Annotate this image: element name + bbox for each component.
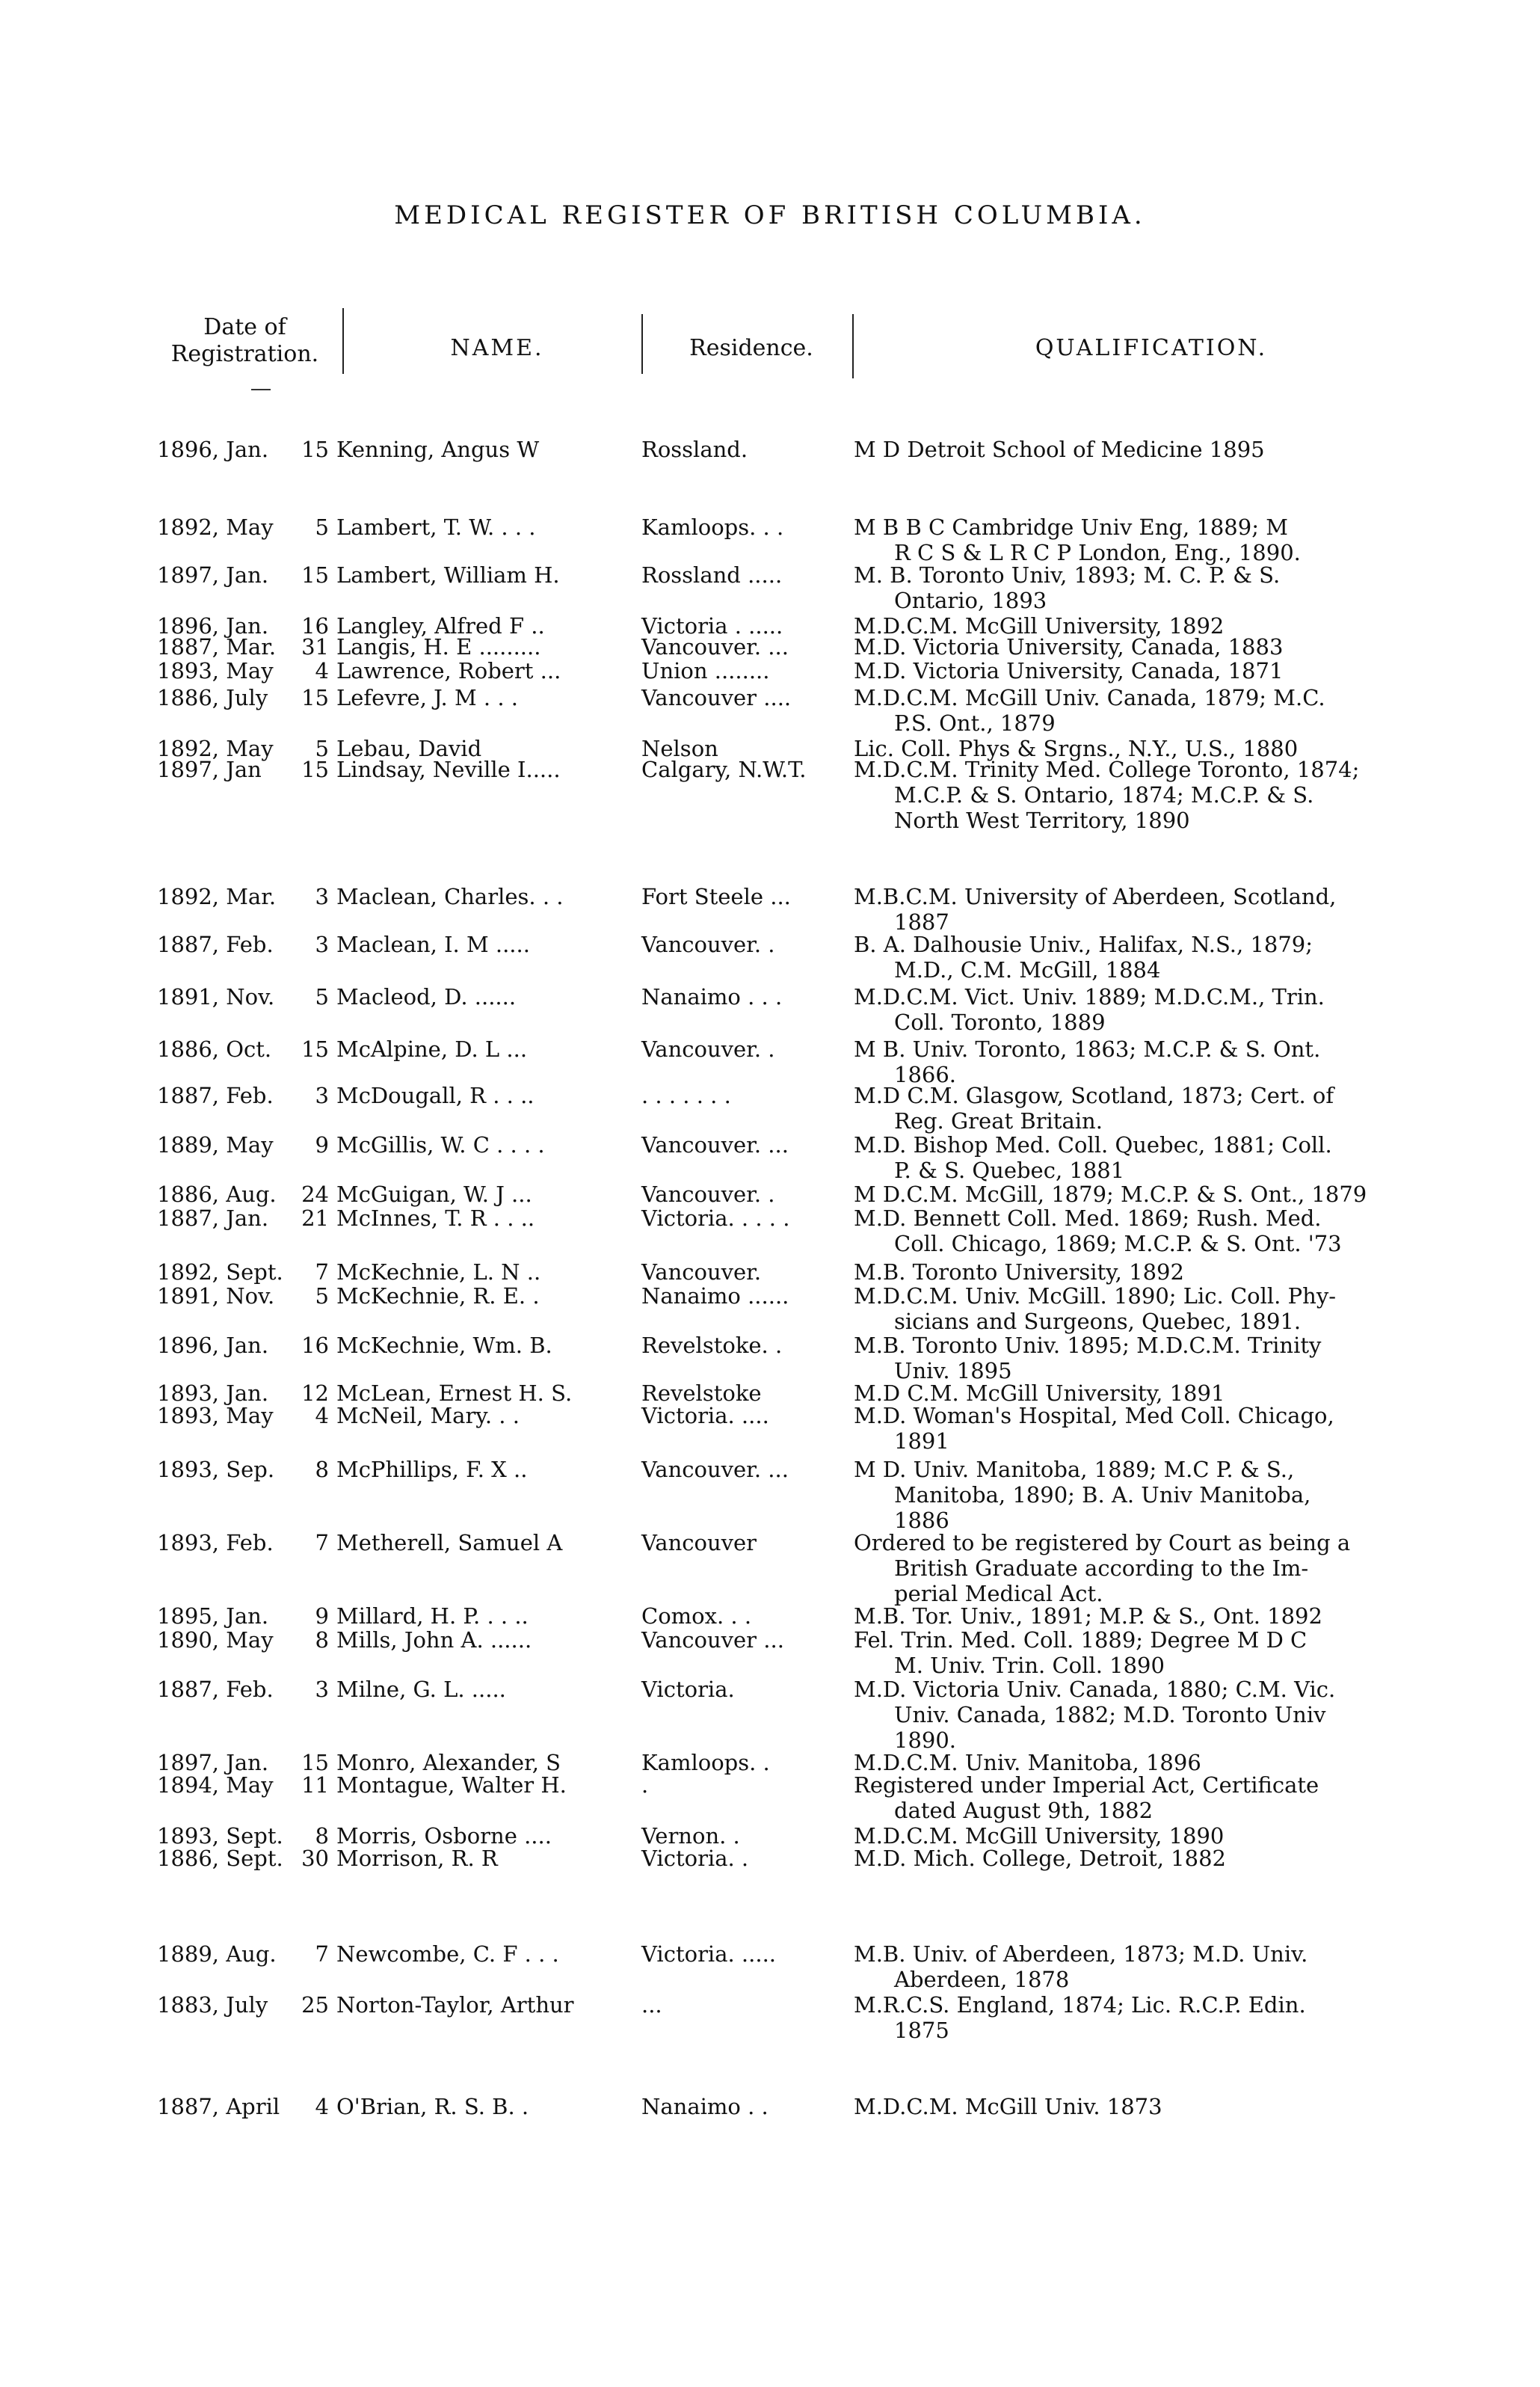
qualification-line: M.D. Victoria University, Canada, 1883: [854, 634, 1284, 660]
qualification-line: 1875: [894, 2018, 949, 2043]
entry-residence: Victoria. . . . .: [641, 1205, 790, 1231]
qualification-line: Lic. Coll. Phys & Srgns., N.Y., U.S., 1880: [854, 736, 1299, 761]
qualification-line: 1891: [894, 1428, 949, 1454]
qualification-line: M.D C.M. McGill University, 1891: [854, 1380, 1225, 1406]
entry-name: Newcombe, C. F . . .: [336, 1941, 559, 1967]
qualification-line: P.S. Ont., 1879: [894, 710, 1056, 736]
entry-residence: Calgary, N.W.T.: [641, 757, 807, 782]
qualification-line: M B B C Cambridge Univ Eng, 1889; M: [854, 514, 1288, 540]
entry-day: 15: [301, 562, 329, 588]
header-date-line1: Date of: [203, 314, 286, 340]
entry-residence: Vancouver ....: [641, 685, 792, 710]
entry-residence: Vancouver.: [641, 1259, 762, 1285]
entry-residence: Comox. . .: [641, 1603, 752, 1629]
entry-day: 25: [301, 1992, 329, 2018]
entry-qualification: [854, 437, 1452, 462]
entry-day: 15: [301, 1036, 329, 1062]
entry-qualification: [854, 1036, 1452, 1087]
entry-residence: Victoria . .....: [641, 613, 783, 639]
entry-name: McDougall, R . . ..: [336, 1083, 535, 1108]
entry-day: 15: [301, 1750, 329, 1775]
entry-residence: Vancouver. ...: [641, 1132, 789, 1158]
qualification-line: P. & S. Quebec, 1881: [894, 1158, 1125, 1183]
entry-name: Lambert, William H.: [336, 562, 560, 588]
entry-name: McKechnie, L. N ..: [336, 1259, 541, 1285]
entry-date: 1893, May: [157, 1403, 274, 1428]
entry-residence: Vancouver. .: [641, 932, 775, 957]
entry-day: 16: [301, 613, 329, 639]
qualification-line: M.B. Toronto University, 1892: [854, 1259, 1184, 1285]
entry-name: Milne, G. L. .....: [336, 1677, 506, 1702]
entry-day: 8: [315, 1457, 329, 1482]
entry-date: 1892, Sept.: [157, 1259, 283, 1285]
entry-date: 1886, Sept.: [157, 1846, 283, 1871]
qualification-line: sicians and Surgeons, Quebec, 1891.: [894, 1309, 1302, 1334]
qualification-line: M.D. Bennett Coll. Med. 1869; Rush. Med.: [854, 1205, 1322, 1231]
entry-name: Langis, H. E .........: [336, 634, 541, 660]
entry-day: 11: [301, 1772, 329, 1798]
qualification-line: M D Detroit School of Medicine 1895: [854, 437, 1265, 462]
entry-name: McAlpine, D. L ...: [336, 1036, 528, 1062]
entry-qualification: [854, 1182, 1452, 1207]
entry-day: 12: [301, 1380, 329, 1406]
qualification-line: M.B. Tor. Univ., 1891; M.P. & S., Ont. 1892: [854, 1603, 1322, 1629]
entry-residence: Kamloops. . .: [641, 514, 784, 540]
entry-date: 1889, May: [157, 1132, 274, 1158]
entry-qualification: [854, 1750, 1452, 1775]
entry-day: 15: [301, 685, 329, 710]
entry-qualification: [854, 757, 1452, 833]
entry-day: 30: [301, 1846, 329, 1871]
entry-day: 7: [315, 1259, 329, 1285]
entry-name: O'Brian, R. S. B. .: [336, 2094, 529, 2119]
entry-date: 1887, Jan.: [157, 1205, 269, 1231]
qualification-line: Ordered to be registered by Court as being a: [854, 1530, 1351, 1555]
entry-name: McPhillips, F. X ..: [336, 1457, 528, 1482]
entry-day: 4: [315, 2094, 329, 2119]
entry-day: 4: [315, 1403, 329, 1428]
entry-name: Metherell, Samuel A: [336, 1530, 563, 1555]
entry-date: 1893, Sept.: [157, 1823, 283, 1849]
entry-qualification: [854, 634, 1452, 660]
entry-day: 24: [301, 1182, 329, 1207]
entry-qualification: [854, 1823, 1452, 1849]
qualification-line: Coll. Chicago, 1869; M.C.P. & S. Ont. '73: [894, 1231, 1342, 1256]
entry-name: Morrison, R. R: [336, 1846, 498, 1871]
entry-residence: Victoria. ....: [641, 1403, 769, 1428]
entry-qualification: [854, 884, 1452, 935]
entry-date: 1895, Jan.: [157, 1603, 269, 1629]
entry-name: McGillis, W. C . . . .: [336, 1132, 545, 1158]
qualification-line: M. Univ. Trin. Coll. 1890: [894, 1653, 1165, 1678]
qualification-line: 1887: [894, 909, 949, 935]
entry-qualification: [854, 1333, 1452, 1383]
qualification-line: M.D.C.M. Trinity Med. College Toronto, 1874;: [854, 757, 1360, 782]
entry-residence: Kamloops. .: [641, 1750, 770, 1775]
entry-day: 5: [315, 1283, 329, 1309]
header-date: [150, 314, 340, 368]
entry-date: 1892, May: [157, 514, 274, 540]
entry-residence: Vancouver. .: [641, 1182, 775, 1207]
qualification-line: M D. Univ. Manitoba, 1889; M.C P. & S.,: [854, 1457, 1295, 1482]
entry-day: 7: [315, 1941, 329, 1967]
entry-date: 1897, Jan.: [157, 1750, 269, 1775]
entry-qualification: [854, 514, 1452, 565]
column-divider: [641, 314, 643, 374]
qualification-line: M.D.C.M. Univ. Manitoba, 1896: [854, 1750, 1201, 1775]
entry-day: 5: [315, 514, 329, 540]
entry-residence: Nanaimo . .: [641, 2094, 769, 2119]
qualification-line: M B. Univ. Toronto, 1863; M.C.P. & S. Ont.: [854, 1036, 1321, 1062]
entry-qualification: [854, 1627, 1452, 1678]
entry-qualification: [854, 1205, 1452, 1256]
entry-residence: Vancouver. .: [641, 1036, 775, 1062]
entry-qualification: [854, 1992, 1452, 2043]
entry-qualification: [854, 1772, 1452, 1823]
header-qualification: QUALIFICATION.: [1035, 335, 1268, 361]
entry-qualification: [854, 1403, 1452, 1454]
qualification-line: perial Medical Act.: [894, 1581, 1103, 1606]
qualification-line: Univ. 1895: [894, 1358, 1012, 1383]
entry-qualification: [854, 1283, 1452, 1334]
qualification-line: M.R.C.S. England, 1874; Lic. R.C.P. Edin.: [854, 1992, 1306, 2018]
entry-date: 1887, Mar.: [157, 634, 277, 660]
entry-day: 3: [315, 884, 329, 909]
entry-date: 1893, Sep.: [157, 1457, 275, 1482]
entry-residence: Victoria. .....: [641, 1941, 777, 1967]
entry-name: Mills, John A. ......: [336, 1627, 532, 1653]
entry-residence: .: [641, 1772, 649, 1798]
entry-day: 5: [315, 736, 329, 761]
entry-name: Millard, H. P. . . ..: [336, 1603, 529, 1629]
entry-qualification: [854, 2094, 1452, 2119]
entry-qualification: [854, 1677, 1452, 1753]
entry-name: Lefevre, J. M . . .: [336, 685, 518, 710]
entry-qualification: [854, 658, 1452, 683]
entry-day: 3: [315, 932, 329, 957]
entry-name: Morris, Osborne ....: [336, 1823, 552, 1849]
qualification-line: M.C.P. & S. Ontario, 1874; M.C.P. & S.: [894, 782, 1314, 808]
entry-date: 1896, Jan.: [157, 437, 269, 462]
qualification-line: M.D.C.M. Vict. Univ. 1889; M.D.C.M., Trin.: [854, 984, 1325, 1010]
entry-date: 1887, Feb.: [157, 1083, 274, 1108]
entry-day: 8: [315, 1823, 329, 1849]
qualification-line: 1890.: [894, 1727, 957, 1753]
entry-name: Macleod, D. ......: [336, 984, 517, 1010]
entry-date: 1886, July: [157, 685, 268, 710]
qualification-line: M.B. Univ. of Aberdeen, 1873; M.D. Univ.: [854, 1941, 1308, 1967]
entry-name: Lawrence, Robert ...: [336, 658, 561, 683]
header-date-line2: Registration.: [170, 341, 319, 367]
entry-name: McNeil, Mary. . .: [336, 1403, 520, 1428]
qualification-line: M.D C.M. Glasgow, Scotland, 1873; Cert. of: [854, 1083, 1334, 1108]
qualification-line: M.D. Woman's Hospital, Med Coll. Chicago,: [854, 1403, 1334, 1428]
entry-name: Lambert, T. W. . . .: [336, 514, 536, 540]
qualification-line: R C S & L R C P London, Eng., 1890.: [894, 540, 1301, 565]
entry-day: 7: [315, 1530, 329, 1555]
entry-date: 1887, Feb.: [157, 1677, 274, 1702]
qualification-line: M.D. Victoria Univ. Canada, 1880; C.M. Vic.: [854, 1677, 1336, 1702]
header-rule: [251, 389, 271, 390]
qualification-line: 1886: [894, 1508, 949, 1533]
qualification-line: M.D.C.M. McGill Univ. 1873: [854, 2094, 1162, 2119]
column-divider: [342, 308, 344, 374]
entry-residence: ...: [641, 1992, 662, 2018]
entry-day: 31: [301, 634, 329, 660]
entry-name: McLean, Ernest H. S.: [336, 1380, 573, 1406]
entry-residence: Vernon. .: [641, 1823, 740, 1849]
entry-name: Lebau, David: [336, 736, 482, 761]
header-name: NAME.: [450, 335, 544, 361]
entry-day: 4: [315, 658, 329, 683]
entry-qualification: [854, 984, 1452, 1035]
entry-date: 1893, May: [157, 658, 274, 683]
entry-date: 1892, May: [157, 736, 274, 761]
entry-qualification: [854, 1941, 1452, 1992]
entry-date: 1897, Jan.: [157, 562, 269, 588]
entry-day: 3: [315, 1083, 329, 1108]
entry-name: Lindsay, Neville I.....: [336, 757, 561, 782]
entry-date: 1896, Jan.: [157, 613, 269, 639]
entry-day: 9: [315, 1132, 329, 1158]
entry-date: 1889, Aug.: [157, 1941, 277, 1967]
entry-name: Kenning, Angus W: [336, 437, 540, 462]
qualification-line: dated August 9th, 1882: [894, 1798, 1154, 1823]
qualification-line: M.D. Bishop Med. Coll. Quebec, 1881; Coll.: [854, 1132, 1332, 1158]
entry-residence: Fort Steele ...: [641, 884, 791, 909]
column-divider: [852, 314, 854, 378]
entry-day: 16: [301, 1333, 329, 1358]
entry-qualification: [854, 1603, 1452, 1629]
entry-qualification: [854, 932, 1452, 983]
entry-day: 8: [315, 1627, 329, 1653]
qualification-line: M.D. Victoria University, Canada, 1871: [854, 658, 1284, 683]
entry-qualification: [854, 1259, 1452, 1285]
entry-residence: Vancouver ...: [641, 1627, 784, 1653]
qualification-line: 1866.: [894, 1062, 957, 1087]
entry-day: 15: [301, 437, 329, 462]
qualification-line: Fel. Trin. Med. Coll. 1889; Degree M D C: [854, 1627, 1308, 1653]
qualification-line: M.D., C.M. McGill, 1884: [894, 957, 1161, 983]
entry-date: 1893, Jan.: [157, 1380, 269, 1406]
entry-qualification: [854, 685, 1452, 736]
qualification-line: British Graduate according to the Im-: [894, 1555, 1309, 1581]
entry-name: McKechnie, Wm. B.: [336, 1333, 552, 1358]
entry-date: 1897, Jan: [157, 757, 262, 782]
qualification-line: Univ. Canada, 1882; M.D. Toronto Univ: [894, 1702, 1326, 1727]
qualification-line: Aberdeen, 1878: [894, 1967, 1070, 1992]
entry-qualification: [854, 1530, 1452, 1606]
qualification-line: Manitoba, 1890; B. A. Univ Manitoba,: [894, 1482, 1311, 1508]
entry-day: 15: [301, 757, 329, 782]
entry-date: 1891, Nov.: [157, 984, 275, 1010]
qualification-line: M. B. Toronto Univ, 1893; M. C. P. & S.: [854, 562, 1281, 588]
entry-day: 21: [301, 1205, 329, 1231]
page-title: MEDICAL REGISTER OF BRITISH COLUMBIA.: [394, 200, 1146, 230]
entry-name: McInnes, T. R . . ..: [336, 1205, 535, 1231]
entry-day: 3: [315, 1677, 329, 1702]
entry-residence: Rossland.: [641, 437, 748, 462]
entry-residence: Vancouver. ...: [641, 1457, 789, 1482]
qualification-line: North West Territory, 1890: [894, 808, 1190, 833]
qualification-line: M.D.C.M. McGill University, 1890: [854, 1823, 1225, 1849]
header-residence: Residence.: [689, 335, 813, 361]
entry-date: 1896, Jan.: [157, 1333, 269, 1358]
entry-residence: . . . . . . .: [641, 1083, 731, 1108]
entry-date: 1894, May: [157, 1772, 274, 1798]
entry-qualification: [854, 1846, 1452, 1871]
entry-qualification: [854, 1380, 1452, 1406]
entry-date: 1893, Feb.: [157, 1530, 274, 1555]
entry-day: 9: [315, 1603, 329, 1629]
qualification-line: M.B.C.M. University of Aberdeen, Scotland,: [854, 884, 1337, 909]
entry-qualification: [854, 562, 1452, 613]
entry-name: Maclean, Charles. . .: [336, 884, 564, 909]
entry-name: Monro, Alexander, S: [336, 1750, 561, 1775]
entry-date: 1883, July: [157, 1992, 268, 2018]
qualification-line: M.D.C.M. McGill University, 1892: [854, 613, 1225, 639]
qualification-line: M.D.C.M. Univ. McGill. 1890; Lic. Coll. Phy-: [854, 1283, 1336, 1309]
qualification-line: M D.C.M. McGill, 1879; M.C.P. & S. Ont., 1879: [854, 1182, 1367, 1207]
qualification-line: Ontario, 1893: [894, 588, 1047, 613]
entry-residence: Revelstoke: [641, 1380, 762, 1406]
entry-date: 1890, May: [157, 1627, 274, 1653]
entry-date: 1891, Nov.: [157, 1283, 275, 1309]
entry-name: McGuigan, W. J ...: [336, 1182, 532, 1207]
entry-residence: Union ........: [641, 658, 770, 683]
entry-residence: Victoria. .: [641, 1846, 749, 1871]
entry-name: Langley, Alfred F ..: [336, 613, 545, 639]
entry-date: 1887, Feb.: [157, 932, 274, 957]
entry-name: Norton-Taylor, Arthur: [336, 1992, 574, 2018]
entry-day: 5: [315, 984, 329, 1010]
entry-qualification: [854, 1132, 1452, 1183]
entry-qualification: [854, 1457, 1452, 1533]
entry-residence: Revelstoke. .: [641, 1333, 783, 1358]
entry-date: 1886, Aug.: [157, 1182, 277, 1207]
qualification-line: Reg. Great Britain.: [894, 1108, 1103, 1134]
entry-residence: Rossland .....: [641, 562, 783, 588]
entry-date: 1886, Oct.: [157, 1036, 272, 1062]
entry-name: Maclean, I. M .....: [336, 932, 530, 957]
qualification-line: M.B. Toronto Univ. 1895; M.D.C.M. Trinity: [854, 1333, 1322, 1358]
entry-residence: Vancouver: [641, 1530, 757, 1555]
entry-residence: Vancouver. ...: [641, 634, 789, 660]
qualification-line: Coll. Toronto, 1889: [894, 1010, 1106, 1035]
entry-residence: Nanaimo ......: [641, 1283, 789, 1309]
entry-qualification: [854, 1083, 1452, 1134]
qualification-line: B. A. Dalhousie Univ., Halifax, N.S., 1879;: [854, 932, 1313, 957]
entry-residence: Nanaimo . . .: [641, 984, 783, 1010]
entry-name: Montague, Walter H.: [336, 1772, 567, 1798]
qualification-line: Registered under Imperial Act, Certificate: [854, 1772, 1319, 1798]
entry-name: McKechnie, R. E. .: [336, 1283, 540, 1309]
entry-residence: Victoria.: [641, 1677, 735, 1702]
qualification-line: M.D. Mich. College, Detroit, 1882: [854, 1846, 1226, 1871]
entry-residence: Nelson: [641, 736, 718, 761]
entry-date: 1887, April: [157, 2094, 280, 2119]
entry-date: 1892, Mar.: [157, 884, 277, 909]
qualification-line: M.D.C.M. McGill Univ. Canada, 1879; M.C.: [854, 685, 1325, 710]
